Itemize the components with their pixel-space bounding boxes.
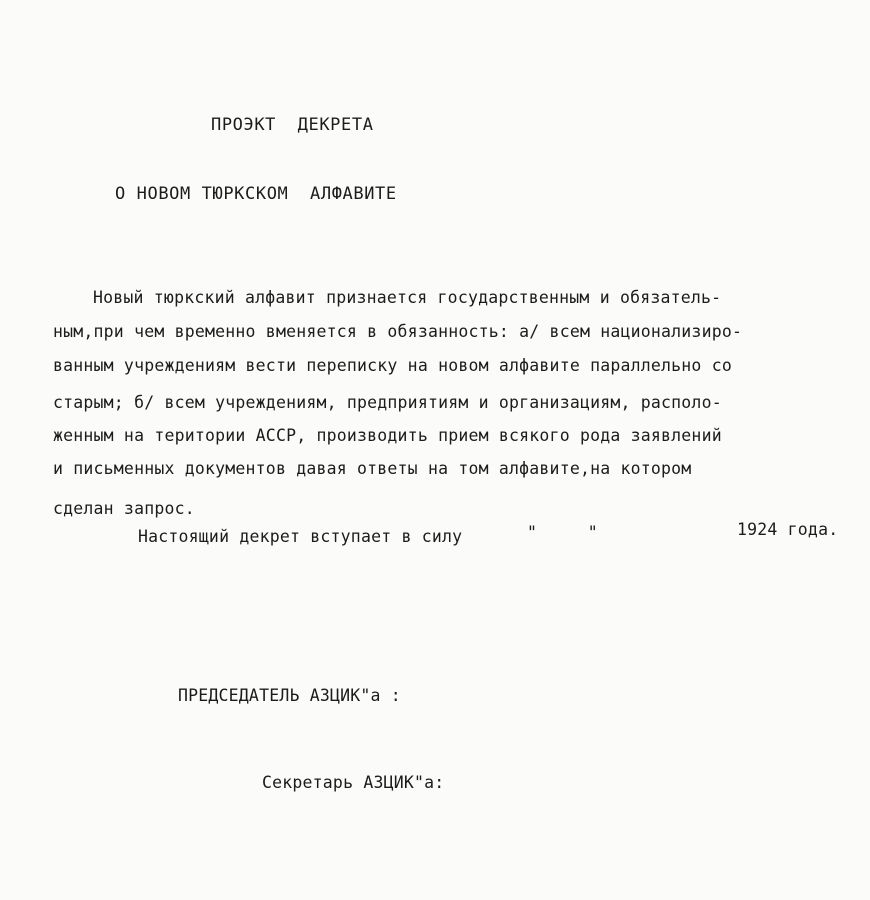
body-line-2: ным,при чем временно вменяется в обязанность: а/ всем национализиро- — [53, 322, 743, 341]
body-line-6: и письменных документов давая ответы на том алфавите,на котором — [53, 459, 692, 478]
body-line-7: сделан запрос. — [53, 499, 195, 518]
effective-date-quotes: " " — [527, 523, 598, 542]
document-title: ПРОЭКТ ДЕКРЕТА — [211, 115, 374, 135]
chairman-signature-line: ПРЕДСЕДАТЕЛЬ АЗЦИК"а : — [178, 686, 401, 705]
effective-year: 1924 года. — [737, 520, 839, 539]
secretary-signature-line: Секретарь АЗЦИК"а: — [262, 773, 445, 792]
body-line-3: ванным учреждениям вести переписку на новом алфавите параллельно со — [53, 356, 732, 375]
effective-date-text: Настоящий декрет вступает в силу — [138, 527, 463, 546]
body-line-1: Новый тюркский алфавит признается государственным и обязатель- — [93, 288, 722, 307]
document-subtitle: О НОВОМ ТЮРКСКОМ АЛФАВИТЕ — [115, 184, 397, 204]
body-line-4: старым; б/ всем учреждениям, предприятиям и организациям, располо- — [53, 393, 722, 412]
body-line-5: женным на територии АССР, производить прием всякого рода заявлений — [53, 426, 722, 445]
